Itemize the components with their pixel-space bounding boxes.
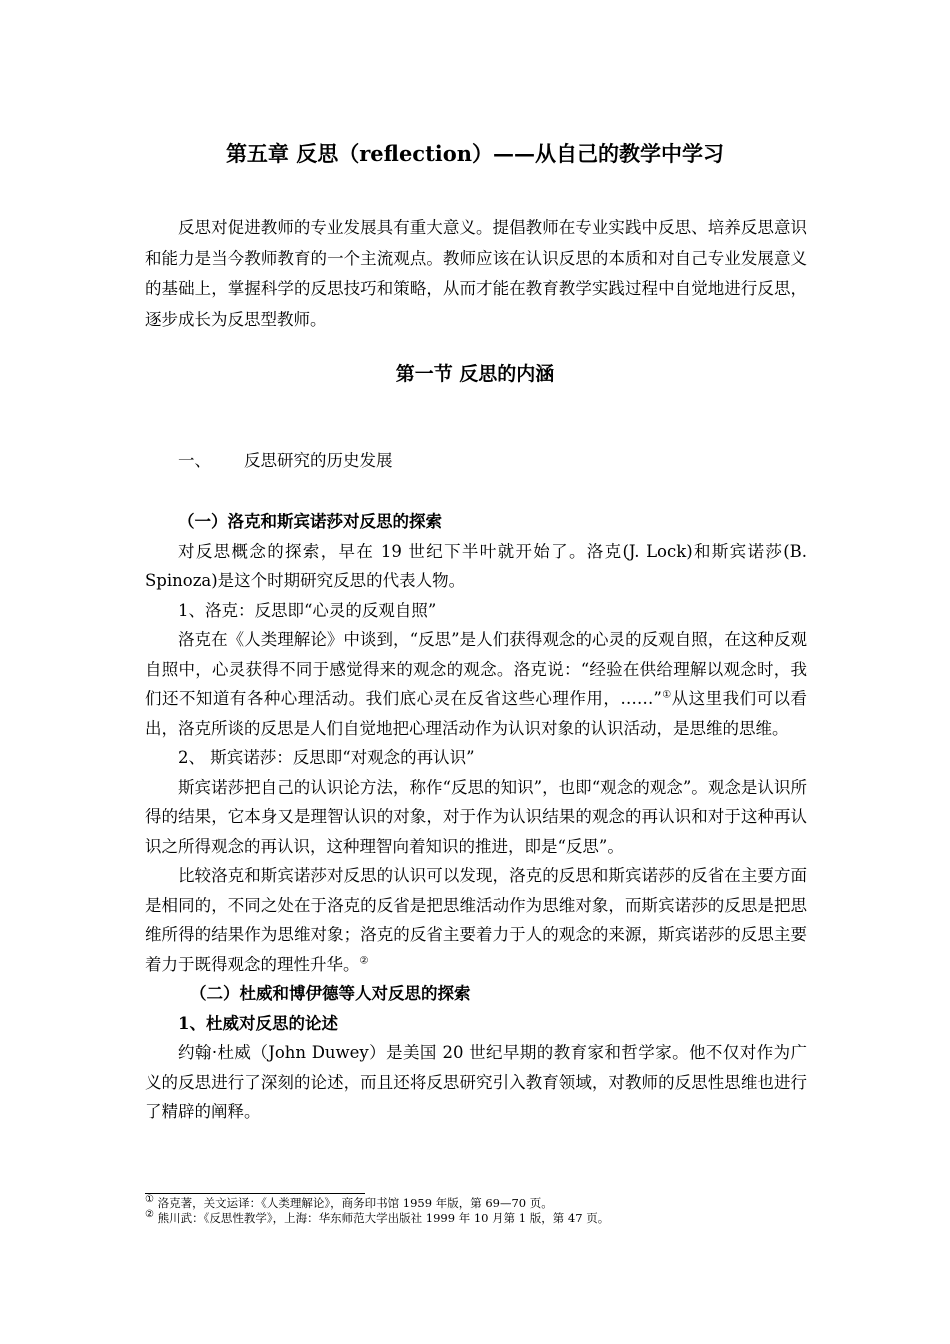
paragraph-origin: 对反思概念的探索，早在 19 世纪下半叶就开始了。洛克(J. Lock)和斯宾诺莎(B. Spinoza)是这个时期研究反思的代表人物。 [145,541,807,590]
paragraph-comparison-text: 比较洛克和斯宾诺莎对反思的认识可以发现，洛克的反思和斯宾诺莎的反省在主要方面是相同的，不同之处在于洛克的反省是把思维活动作为思维对象，而斯宾诺莎的反思是把思维所得的结果作为思维对象；洛克的反省主要着力于人的观念的来源，斯宾诺莎的反思主要着力于既得观念的理性升华。 [145,866,807,974]
paragraph-dewey: 约翰·杜威（John Duwey）是美国 20 世纪早期的教育家和哲学家。他不仅对作为广义的反思进行了深刻的论述，而且还将反思研究引入教育领域，对教师的反思性思维也进行了精辟的阐释。 [145,1043,807,1121]
footnote-text-2: 熊川武：《反思性教学》，上海：华东师范大学出版社 1999 年 10 月第 1 版，第 47 页。 [153,1211,610,1225]
footnote-ref-2[interactable]: ② [359,955,369,966]
heading-level-1 [178,449,393,473]
footnote-ref-1[interactable]: ① [661,689,672,701]
footnote-separator [145,1193,365,1194]
paragraph-locke-part2: 从这里我们可以看出，洛克所谈的反思是人们自觉地把心理活动作为认识对象的认识活动，是思维的思维。 [145,689,808,738]
footnotes [145,1196,807,1226]
footnote-1 [145,1196,807,1211]
item-locke: 1、洛克：反思即“心灵的反观自照” [178,600,437,620]
chapter-title: 第五章 反思（reflection）——从自己的教学中学习 [225,141,725,166]
subheading-locke-spinoza: （一）洛克和斯宾诺莎对反思的探索 [178,512,442,531]
intro-paragraph: 反思对促进教师的专业发展具有重大意义。提倡教师在专业实践中反思、培养反思意识和能力是当今教师教育的一个主流观点。教师应该在认识反思的本质和对自己专业发展意义的基础上，掌握科学的反思技巧和策略，从而才能在教育教学实践过程中自觉地进行反思，逐步成长为反思型教师。 [145,218,807,329]
heading-number: 一、 [178,451,211,470]
paragraph-comparison [145,861,807,979]
footnote-mark-1: ① [145,1194,154,1206]
body-text [145,507,807,1127]
item-dewey: 1、杜威对反思的论述 [178,1013,338,1033]
subheading-dewey-boyd: （二）杜威和博伊德等人对反思的探索 [190,984,471,1003]
paragraph-spinoza: 斯宾诺莎把自己的认识论方法，称作“反思的知识”，也即“观念的观念”。观念是认识所得的结果，它本身又是理智认识的对象，对于作为认识结果的观念的再认识和对于这种再认识之所得观念的再认识，这种理智向着知识的推进，即是“反思”。 [145,777,807,856]
heading-text: 反思研究的历史发展 [244,451,393,470]
section-title: 第一节 反思的内涵 [395,363,555,385]
item-spinoza: 2、 斯宾诺莎：反思即“对观念的再认识” [178,748,475,767]
footnote-2 [145,1211,807,1226]
footnote-text-1: 洛克著，关文运译：《人类理解论》，商务印书馆 1959 年版，第 69—70 页。 [153,1196,553,1210]
paragraph-locke [145,625,807,743]
footnote-mark-2: ② [145,1209,154,1221]
paragraph-locke-part1: 洛克在《人类理解论》中谈到，“反思”是人们获得观念的心灵的反观自照，在这种反观自照中，心灵获得不同于感觉得来的观念的观念。洛克说：“经验在供给理解以观念时，我们还不知道有各种心理活动。我们底心灵在反省这些心理作用，……” [145,630,807,708]
